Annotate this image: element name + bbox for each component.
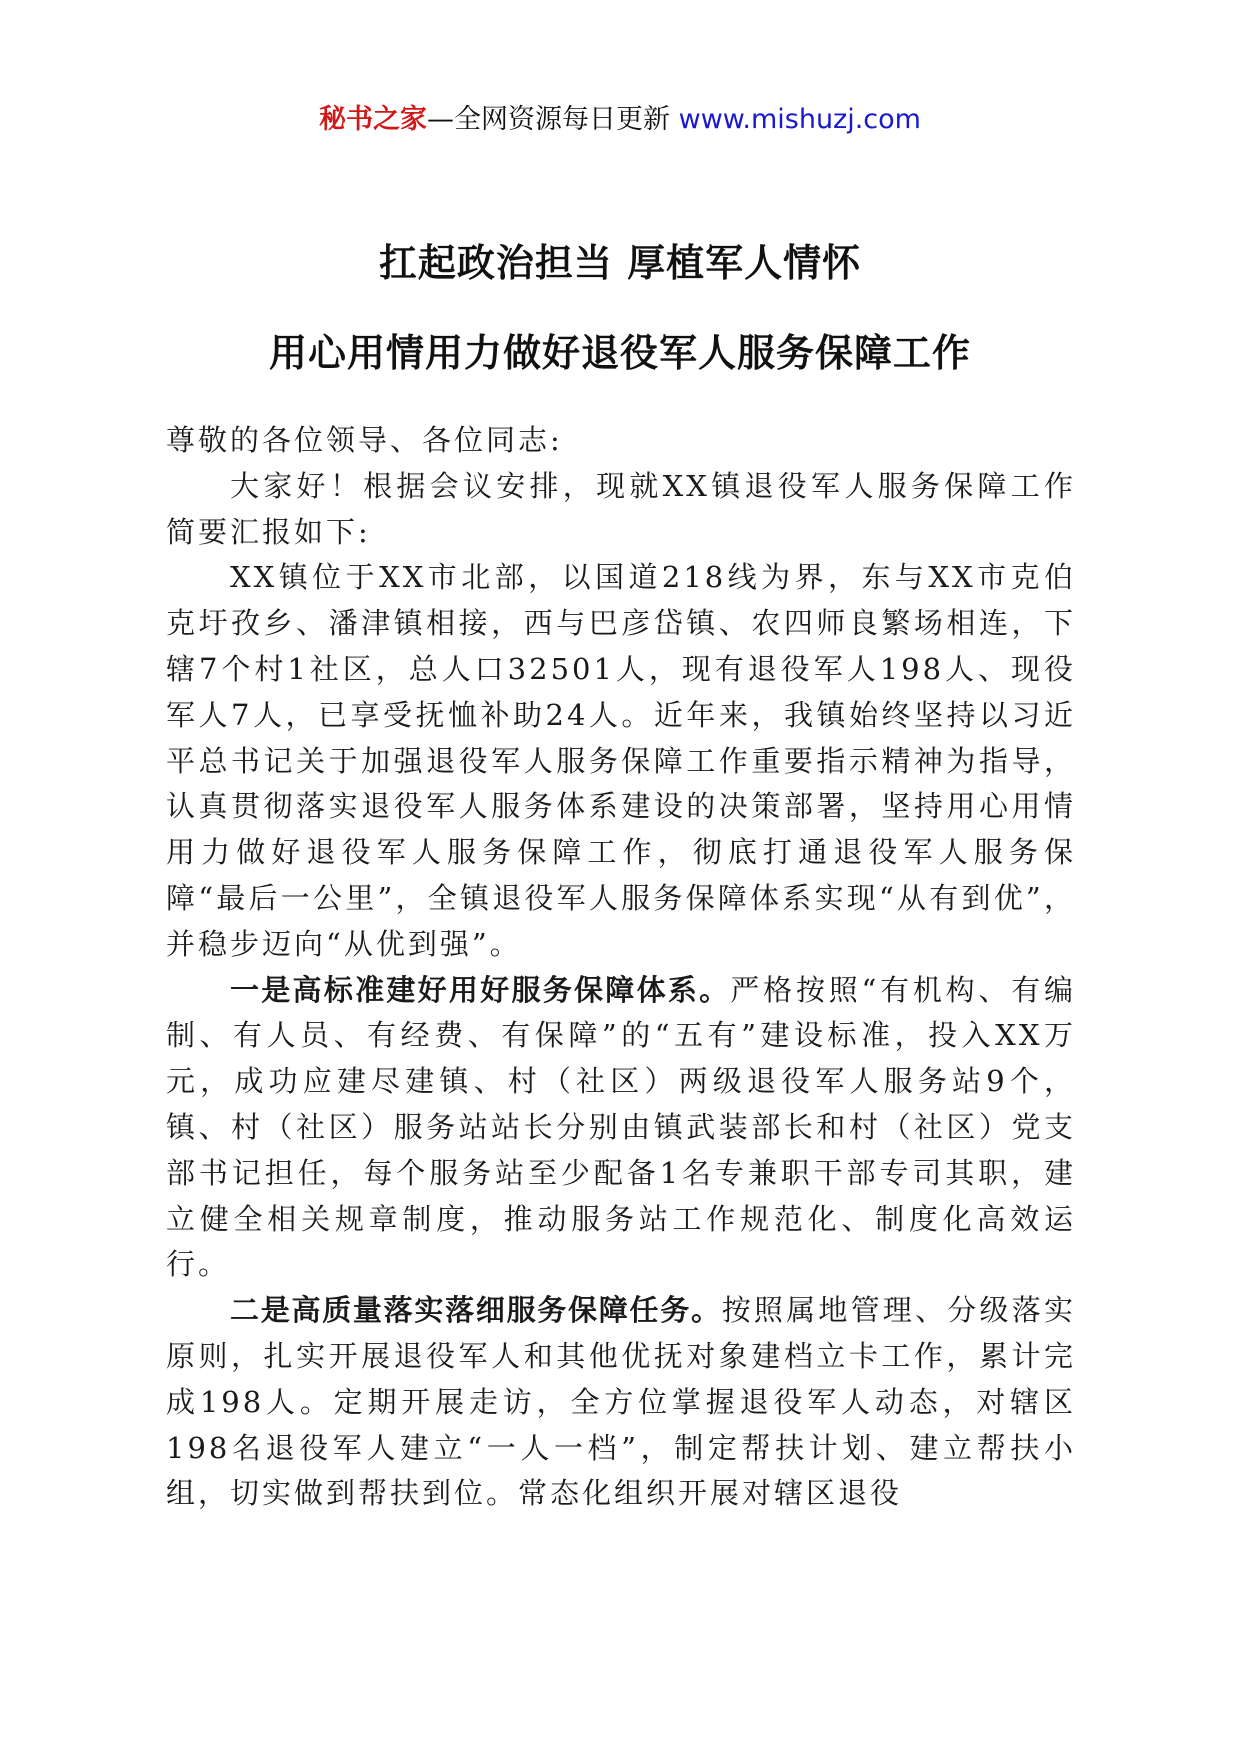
paragraph-lead: 一是高标准建好用好服务保障体系。 — [230, 972, 731, 1007]
paragraph-greeting — [166, 464, 1076, 556]
site-tagline: —全网资源每日更新 — [427, 104, 671, 135]
paragraph-text: XX镇位于XX市北部，以国道218线为界，东与XX市克伯克圩孜乡、潘津镇相接，西与巴彦岱镇、农四师良繁场相连，下辖7个村1社区，总人口32501人，现有退役军人198人、现役军人7人，已享受抚恤补助24人。近年来，我镇始终坚持以习近平总书记关于加强退役军人服务保障工作重要指示精神为指导，认真贯彻落实退役军人服务体系建设的决策部署，坚持用心用情用力做好退役军人服务保障工作，彻底打通退役军人服务保障“最后一公里”，全镇退役军人服务保障体系实现“从有到优”，并稳步迈向“从优到强”。 — [166, 560, 1076, 961]
paragraph-point-2 — [166, 1288, 1076, 1517]
paragraph-text: 严格按照“有机构、有编制、有人员、有经费、有保障”的“五有”建设标准，投入XX万元，成功应建尽建镇、村（社区）两级退役军人服务站9个，镇、村（社区）服务站站长分别由镇武装部长和村（社区）党支部书记担任，每个服务站至少配备1名专兼职干部专司其职，建立健全相关规章制度，推动服务站工作规范化、制度化高效运行。 — [166, 972, 1076, 1282]
site-header — [0, 100, 1240, 140]
site-brand: 秘书之家 — [319, 104, 428, 135]
document-body — [166, 418, 1076, 1517]
paragraph-text: 大家好！根据会议安排，现就XX镇退役军人服务保障工作简要汇报如下: — [166, 468, 1076, 549]
paragraph-text: 按照属地管理、分级落实原则，扎实开展退役军人和其他优抚对象建档立卡工作，累计完成198人。定期开展走访，全方位掌握退役军人动态，对辖区198名退役军人建立“一人一档”，制定帮扶计划、建立帮扶小组，切实做到帮扶到位。常态化组织开展对辖区退役 — [166, 1293, 1076, 1511]
paragraph-point-1 — [166, 968, 1076, 1289]
document-title-line-2: 用心用情用力做好退役军人服务保障工作 — [268, 331, 971, 375]
salutation: 尊敬的各位领导、各位同志: — [166, 423, 563, 457]
paragraph-overview — [166, 555, 1076, 967]
document-title-line-1: 扛起政治担当 厚植军人情怀 — [378, 241, 862, 285]
site-url-link[interactable]: www.mishuzj.com — [678, 104, 921, 135]
paragraph-lead: 二是高质量落实落细服务保障任务。 — [230, 1293, 722, 1328]
